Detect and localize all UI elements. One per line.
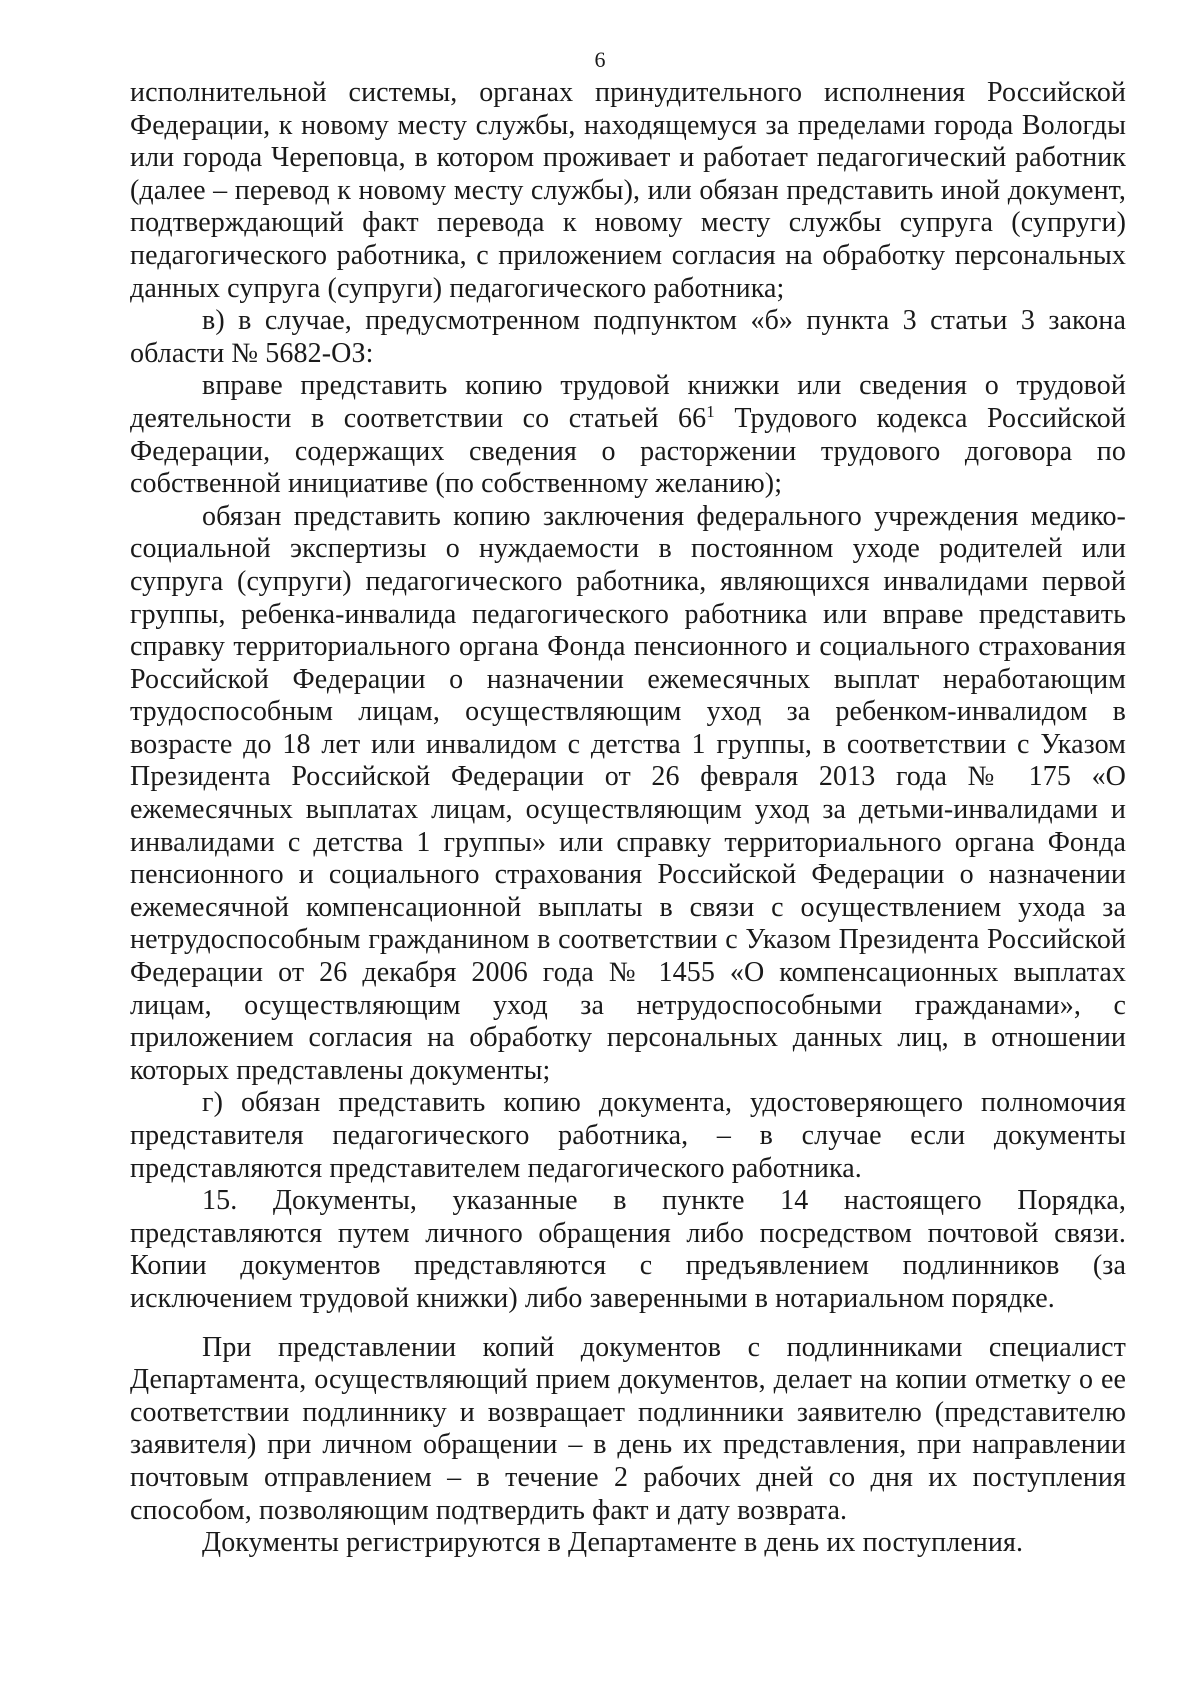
article-superscript: 1	[706, 401, 715, 421]
paragraph-work-record-text-1: вправе представить копию трудовой книжки или сведения о трудовой деятельности в соответствии со статьей 66	[130, 370, 1126, 434]
paragraph-medical-expertise: обязан представить копию заключения федерального учреждения медико-социальной экспертизы о нуждаемости в постоянном уходе родителей или супруга (супруги) педагогического работника, являющихся инвалидами первой группы, ребенка-инвалида педагогического работника или вправе представить справку территориального органа Фонда пенсионного и социального страхования Российской Федерации о назначении ежемесячных выплат неработающим трудоспособным лицам, осуществляющим уход за ребенком-инвалидом в возрасте до 18 лет или инвалидом с детства 1 группы, в соответствии с Указом Президента Российской Федерации от 26 февраля 2013 года № 175 «О ежемесячных выплатах лицам, осуществляющим уход за детьми-инвалидами и инвалидами с детства 1 группы» или справку территориального органа Фонда пенсионного и социального страхования Российской Федерации о назначении ежемесячной компенсационной выплаты в связи с осуществлением ухода за нетрудоспособным гражданином в соответствии с Указом Президента Российской Федерации от 26 декабря 2006 года № 1455 «О компенсационных выплатах лицам, осуществляющим уход за нетрудоспособными гражданами», с приложением согласия на обработку персональных данных лиц, в отношении которых представлены документы;	[130, 500, 1126, 1086]
document-body	[130, 77, 1126, 1560]
paragraph-continuation: исполнительной системы, органах принудительного исполнения Российской Федерации, к новому месту службы, находящемуся за пределами города Вологды или города Череповца, в котором проживает и работает педагогический работник (далее – перевод к новому месту службы), или обязан представить иной документ, подтверждающий факт перевода к новому месту службы супруга (супруги) педагогического работника, с приложением согласия на обработку персональных данных супруга (супруги) педагогического работника;	[130, 77, 1126, 304]
paragraph-subitem-g: г) обязан представить копию документа, удостоверяющего полномочия представителя педагогического работника, – в случае если документы представляются представителем педагогического работника.	[130, 1087, 1126, 1184]
paragraph-copies-verification: При представлении копий документов с подлинниками специалист Департамента, осуществляющий прием документов, делает на копии отметку о ее соответствии подлиннику и возвращает подлинники заявителю (представителю заявителя) при личном обращении – в день их представления, при направлении почтовым отправлением – в течение 2 рабочих дней со дня их поступления способом, позволяющим подтвердить факт и дату возврата.	[130, 1331, 1126, 1526]
paragraph-registration: Документы регистрируются в Департаменте в день их поступления.	[202, 1527, 1024, 1559]
paragraph-item-15: 15. Документы, указанные в пункте 14 настоящего Порядка, представляются путем личного обращения либо посредством почтовой связи. Копии документов представляются с предъявлением подлинников (за исключением трудовой книжки) либо заверенными в нотариальном порядке.	[130, 1185, 1126, 1314]
page-number: 6	[594, 47, 606, 72]
paragraph-work-record-text-2: Трудового кодекса Российской Федерации, содержащих сведения о расторжении трудового договора по собственной инициативе (по собственному желанию);	[130, 402, 1126, 500]
paragraph-subitem-v: в) в случае, предусмотренном подпунктом «б» пункта 3 статьи 3 закона области № 5682-ОЗ:	[130, 305, 1126, 369]
paragraph-work-record	[130, 370, 1126, 500]
